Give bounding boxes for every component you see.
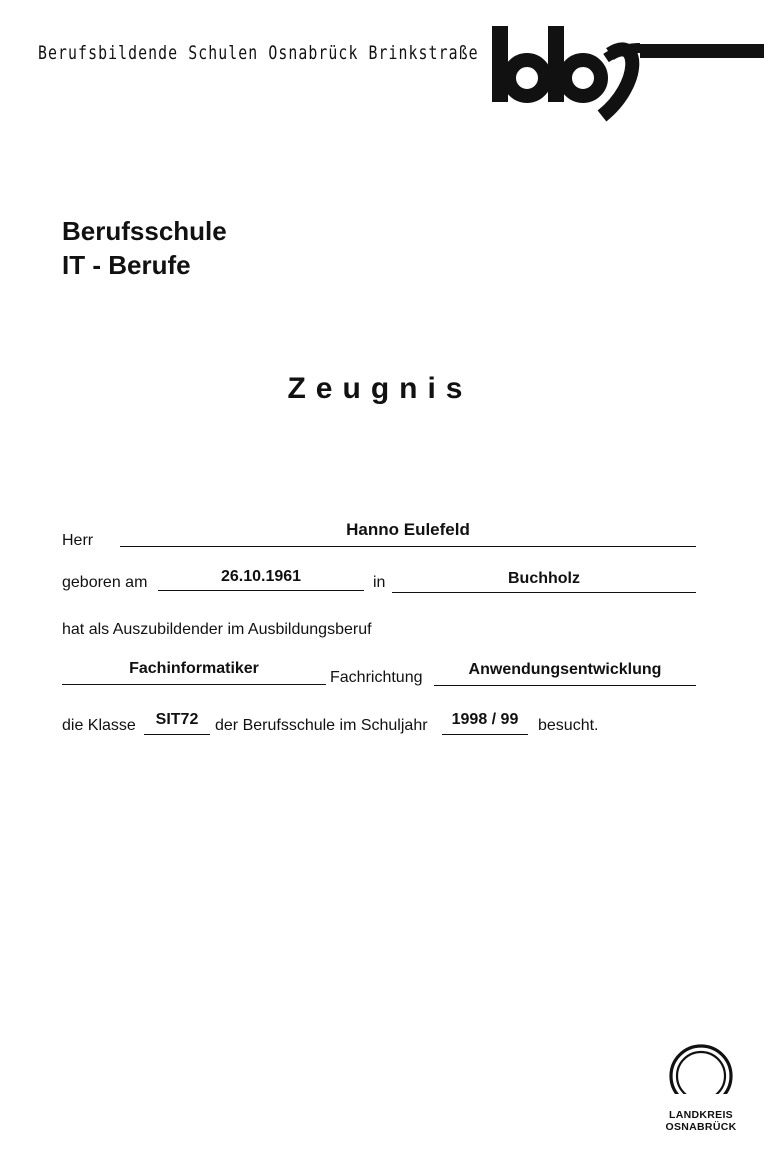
department-line-2: IT - Berufe bbox=[62, 250, 191, 280]
school-year-line bbox=[442, 734, 528, 735]
school-year-value: 1998 / 99 bbox=[451, 711, 519, 728]
school-name: Berufsbildende Schulen Osnabrück Brinkstraße bbox=[38, 42, 479, 64]
seal-text-line-2: OSNABRÜCK bbox=[665, 1121, 737, 1133]
born-label: geboren am bbox=[62, 574, 148, 591]
seal-text-line-1: LANDKREIS bbox=[669, 1109, 733, 1121]
class-value: SIT72 bbox=[155, 711, 199, 728]
training-sentence: hat als Auszubildender im Ausbildungsberuf bbox=[62, 621, 372, 638]
birth-date-value: 26.10.1961 bbox=[220, 568, 302, 585]
birth-place-line bbox=[392, 592, 696, 593]
birth-place-value: Buchholz bbox=[508, 570, 580, 587]
profession-line bbox=[62, 684, 326, 685]
in-label: in bbox=[373, 574, 386, 591]
profession-value: Fachinformatiker bbox=[129, 660, 259, 677]
district-seal bbox=[661, 1042, 741, 1133]
name-line bbox=[120, 546, 696, 547]
specialization-value: Anwendungsentwicklung bbox=[468, 661, 662, 678]
school-year-label: der Berufsschule im Schuljahr bbox=[215, 717, 428, 734]
class-line bbox=[144, 734, 210, 735]
class-label: die Klasse bbox=[62, 717, 136, 734]
department-line-1: Berufsschule bbox=[62, 216, 227, 246]
specialization-line bbox=[434, 685, 696, 686]
specialization-label: Fachrichtung bbox=[330, 669, 423, 686]
birth-date-line bbox=[158, 590, 364, 591]
visited-label: besucht. bbox=[538, 717, 599, 734]
document-title: Zeugnis bbox=[287, 372, 473, 405]
name-value: Hanno Eulefeld bbox=[346, 520, 470, 539]
landkreis-osnabrueck-seal-icon bbox=[661, 1042, 741, 1104]
salutation-label: Herr bbox=[62, 532, 94, 549]
bbs-logo-icon bbox=[490, 24, 770, 126]
